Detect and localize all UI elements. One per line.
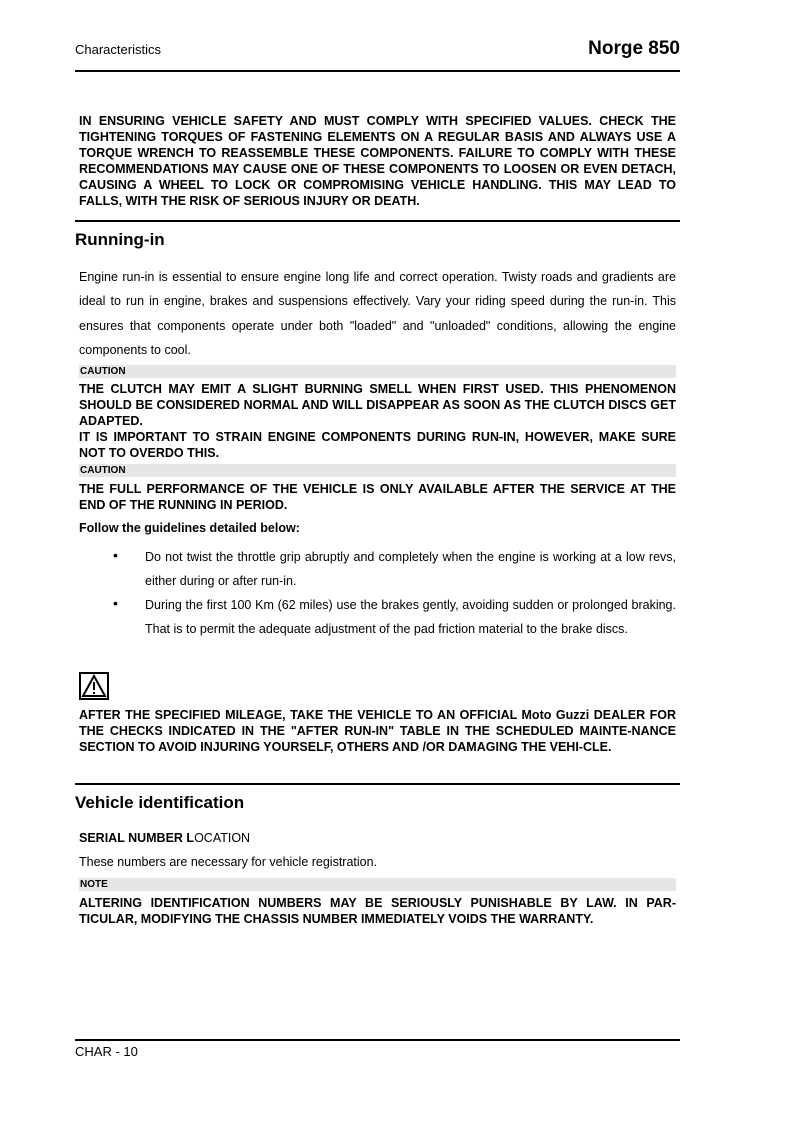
section-rule-vehicle-id <box>75 783 680 785</box>
header-model-title: Norge 850 <box>588 38 680 59</box>
serial-number-location-heading: SERIAL NUMBER LOCATION <box>79 831 251 845</box>
footer-page-label: CHAR - 10 <box>75 1044 138 1059</box>
guidelines-heading: Follow the guidelines detailed below: <box>79 521 300 535</box>
guideline-item-2: During the first 100 Km (62 miles) use the brakes gently, avoiding sudden or prolonged braking. That is to permit the adequate adjustment of the pad friction material to the brake discs. <box>145 598 676 637</box>
caution-label-2: CAUTION <box>79 464 676 477</box>
section-rule-running-in <box>75 220 680 222</box>
note-label: NOTE <box>79 878 676 891</box>
warning-triangle-icon <box>79 672 109 700</box>
caution-label-1: CAUTION <box>79 365 676 378</box>
note-text: ALTERING IDENTIFICATION NUMBERS MAY BE SERIOUSLY PUNISHABLE BY LAW. IN PAR-TICULAR, MODIFYING THE CHASSIS NUMBER IMMEDIATELY VOIDS THE WARRANTY. <box>79 896 676 926</box>
header-section-label: Characteristics <box>75 42 161 57</box>
guideline-item-1: Do not twist the throttle grip abruptly and completely when the engine is working at a low revs, either during or after run-in. <box>145 550 676 589</box>
header-rule <box>75 70 680 72</box>
safety-warning-text: IN ENSURING VEHICLE SAFETY AND MUST COMPLY WITH SPECIFIED VALUES. CHECK THE TIGHTENING TORQUES OF FASTENING ELEMENTS ON A REGULAR BASIS AND ALWAYS USE A TORQUE WRENCH TO REASSEMBLE THESE COMPONENTS. FAILURE TO COMPLY WITH THESE RECOMMENDATIONS MAY CAUSE ONE OF THESE COMPONENTS TO LOOSEN OR EVEN DETACH, CAUSING A WHEEL TO LOCK OR COMPROMISING VEHICLE HANDLING. THIS MAY LEAD TO FALLS, WITH THE RISK OF SERIOUS INJURY OR DEATH. <box>79 114 676 208</box>
caution-text-1a: THE CLUTCH MAY EMIT A SLIGHT BURNING SMELL WHEN FIRST USED. THIS PHENOMENON SHOULD BE CONSIDERED NORMAL AND WILL DISAPPEAR AS SOON AS THE CLUTCH DISCS GET ADAPTED. <box>79 382 676 428</box>
bullet-dot-2: • <box>113 595 118 611</box>
section-title-running-in: Running-in <box>75 230 165 249</box>
running-in-intro: Engine run-in is essential to ensure engine long life and correct operation. Twisty roads and gradients are ideal to run in engine, brakes and suspensions effectively. Vary your riding speed during the run-in. This ensures that components operate under both "loaded" and "unloaded" conditions, allowing the engine components to cool. <box>79 270 676 357</box>
caution-text-2: THE FULL PERFORMANCE OF THE VEHICLE IS ONLY AVAILABLE AFTER THE SERVICE AT THE END OF THE RUNNING IN PERIOD. <box>79 482 676 512</box>
bullet-dot-1: • <box>113 547 118 563</box>
after-run-in-warning: AFTER THE SPECIFIED MILEAGE, TAKE THE VEHICLE TO AN OFFICIAL Moto Guzzi DEALER FOR THE CHECKS INDICATED IN THE "AFTER RUN-IN" TABLE IN THE SCHEDULED MAINTE-NANCE SECTION TO AVOID INJURING YOURSELF, OTHERS AND /OR DAMAGING THE VEHI-CLE. <box>79 708 676 754</box>
caution-text-1b: IT IS IMPORTANT TO STRAIN ENGINE COMPONENTS DURING RUN-IN, HOWEVER, MAKE SURE NOT TO OVERDO THIS. <box>79 430 676 460</box>
serial-number-text: These numbers are necessary for vehicle registration. <box>79 855 378 869</box>
section-title-vehicle-identification: Vehicle identification <box>75 793 245 812</box>
footer-rule <box>75 1039 680 1041</box>
